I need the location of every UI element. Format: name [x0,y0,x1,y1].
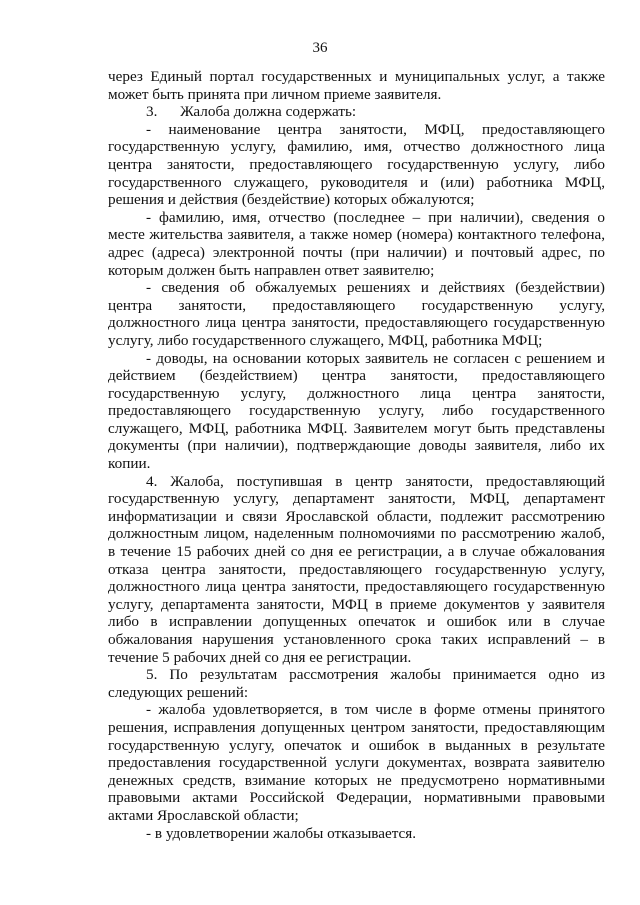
paragraph-bullet-satisfied: - жалоба удовлетворяется, в том числе в форме отмены принятого решения, исправления допущенных центром занятости, предоставляющим государственную услугу, опечаток и ошибок в выданных в результате предоставления государственной услуги документах, возврата заявителю денежных средств, взимание которых не предусмотрено нормативными правовыми актами Российской Федерации, нормативными правовыми актами Ярославской области; [108,701,605,824]
paragraph-bullet-decisions: - сведения об обжалуемых решениях и действиях (бездействии) центра занятости, предоставляющего государственную услугу, должностного лица центра занятости, предоставляющего государственную услугу, либо государственного служащего, МФЦ, работника МФЦ; [108,279,605,349]
document-body [108,68,605,842]
paragraph-item-3: 3. Жалоба должна содержать: [146,103,357,121]
paragraph-bullet-refused: - в удовлетворении жалобы отказывается. [146,824,417,842]
paragraph-continuation: через Единый портал государственных и муниципальных услуг, а также может быть принята при личном приеме заявителя. [108,68,605,103]
paragraph-item-4: 4. Жалоба, поступившая в центр занятости, предоставляющий государственную услугу, департамент занятости, МФЦ, департамент информатизации и связи Ярославской области, подлежит рассмотрению должностным лицом, наделенным полномочиями по рассмотрению жалоб, в течение 15 рабочих дней со дня ее регистрации, а в случае обжалования отказа центра занятости, предоставляющего государственную услугу, должностного лица центра занятости, предоставляющего государственную услугу, департамента занятости, МФЦ в приеме документов у заявителя либо в исправлении допущенных опечаток и ошибок или в случае обжалования нарушения установленного срока таких исправлений – в течение 5 рабочих дней со дня ее регистрации. [108,472,605,666]
paragraph-bullet-arguments: - доводы, на основании которых заявитель не согласен с решением и действием (бездействием) центра занятости, предоставляющего государственную услугу, должностного лица центра занятости, предоставляющего государственную услугу, либо государственного служащего, МФЦ, работника МФЦ. Заявителем могут быть представлены документы (при наличии), подтверждающие доводы заявителя, либо их копии. [108,349,605,473]
paragraph-item-5: 5. По результатам рассмотрения жалобы принимается одно из следующих решений: [108,666,605,701]
paragraph-bullet-name: - наименование центра занятости, МФЦ, предоставляющего государственную услугу, фамилию, имя, отчество должностного лица центра занятости, предоставляющего государственную услугу, либо государственного служащего, руководителя и (или) работника МФЦ, решения и действия (бездействие) которых обжалуются; [108,120,605,209]
page-number: 36 [312,40,328,56]
paragraph-bullet-applicant: - фамилию, имя, отчество (последнее – при наличии), сведения о месте жительства заявителя, а также номер (номера) контактного телефона, адрес (адреса) электронной почты (при наличии) и почтовый адрес, по которым должен быть направлен ответ заявителю; [108,208,605,279]
